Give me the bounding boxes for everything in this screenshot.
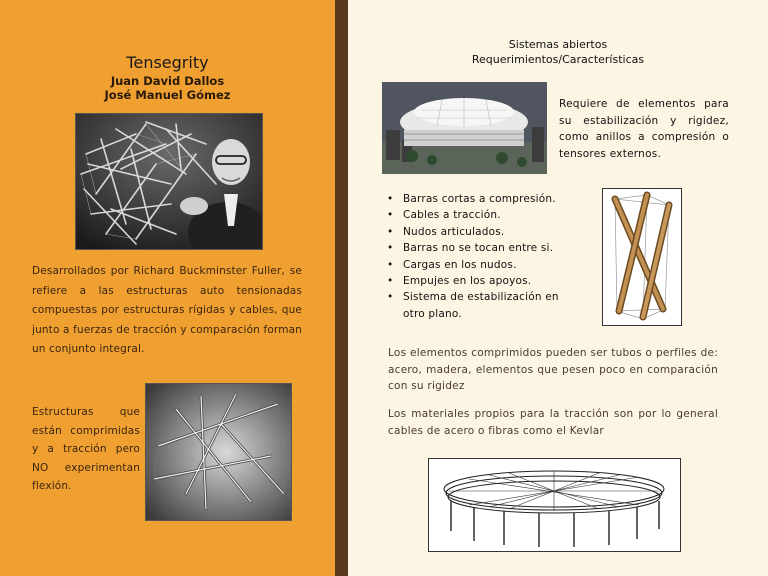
- tension-materials-paragraph: Los materiales propios para la tracción son por lo general cables de acero o fibras como el Kevlar: [388, 408, 718, 437]
- section-subtitle: Requerimientos/Características: [471, 53, 645, 66]
- list-item: • Cables a tracción.: [387, 207, 577, 223]
- page-title: Tensegrity: [126, 53, 209, 72]
- section-title: Sistemas abiertos: [508, 38, 608, 51]
- dome-stadium-image: [382, 82, 547, 174]
- requirement-paragraph: Requiere de elementos para su estabilización y rigidez, como anillos a compresión o tensores externos.: [559, 98, 729, 160]
- list-item: • Barras cortas a compresión.: [387, 191, 577, 207]
- tensegrity-sphere-image: [76, 114, 262, 249]
- tensegrity-prism-image: [603, 189, 681, 325]
- list-item: • Nudos articulados.: [387, 224, 577, 240]
- description-paragraph: Desarrollados por Richard Buckminster Fuller, se refiere a las estructuras auto tensionadas compuestas por estructuras rígidas y cables, que junto a fuerzas de tracción y comparación forman un conjunto integral.: [32, 265, 302, 355]
- tensegrity-prism-drawing: [602, 188, 682, 326]
- tensegrity-sculpture-image: [146, 384, 291, 520]
- list-item: • Barras no se tocan entre si.: [387, 240, 577, 256]
- note-paragraph: Estructuras que están comprimidas y a tracción pero NO experimentan flexión.: [32, 406, 140, 492]
- characteristics-list: [387, 191, 577, 322]
- list-item: • Cargas en los nudos.: [387, 257, 577, 273]
- tension-ring-image: [429, 459, 680, 551]
- fuller-sphere-photo: [75, 113, 263, 250]
- tensegrity-sculpture-photo: [145, 383, 292, 521]
- compressed-elements-paragraph: Los elementos comprimidos pueden ser tubos o perfiles de: acero, madera, elementos que pesen poco en comparación con su rigidez: [388, 347, 718, 392]
- dome-stadium-photo: [382, 82, 547, 174]
- panel-divider: [335, 0, 348, 576]
- list-item: • Sistema de estabilización en otro plano.: [387, 289, 577, 322]
- author-name-2: José Manuel Gómez: [104, 88, 231, 102]
- author-name-1: Juan David Dallos: [110, 74, 225, 88]
- list-item: • Empujes en los apoyos.: [387, 273, 577, 289]
- tension-ring-drawing: [428, 458, 681, 552]
